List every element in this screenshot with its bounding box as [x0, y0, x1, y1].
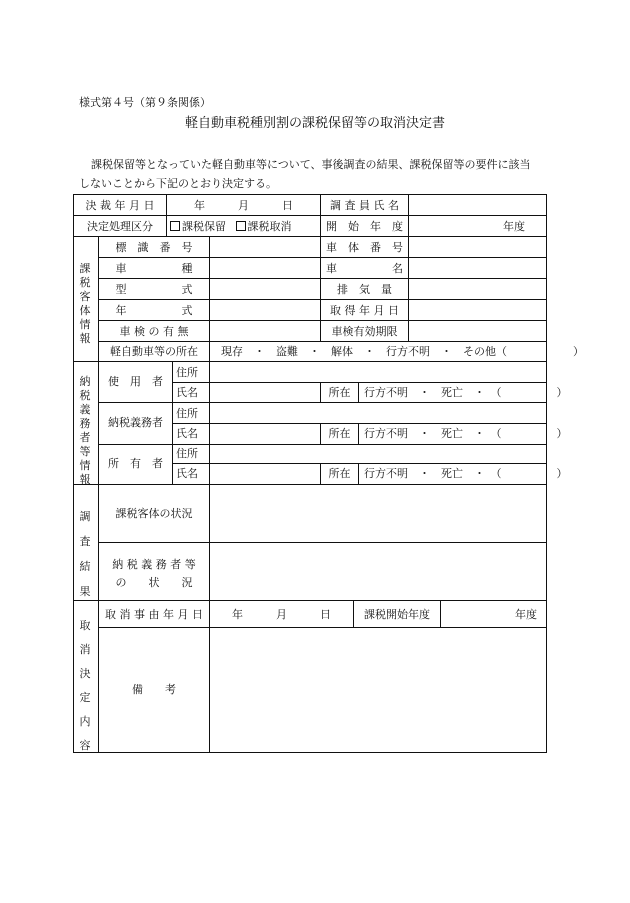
- start-year-suffix: 年度: [503, 220, 525, 233]
- taxpayer-status-label-2: の 状 況: [115, 576, 193, 589]
- user-address-label: 住所: [176, 366, 198, 379]
- owner-address-label: 住所: [176, 447, 198, 460]
- user-whereabouts-label: 所在: [328, 386, 351, 399]
- inspection-label: 車 検 の 有 無: [119, 325, 189, 338]
- opt-hold-label: 課税保留: [182, 220, 226, 233]
- checkbox-hold[interactable]: [170, 221, 180, 231]
- tax-start-label: 課税開始年度: [364, 608, 430, 621]
- location-options[interactable]: 現存 ・ 盗難 ・ 解体 ・ 行方不明 ・ その他（ ）: [221, 345, 584, 358]
- surveyor-field[interactable]: [410, 199, 545, 213]
- taxpayer-status-options[interactable]: 行方不明 ・ 死亡 ・ （ ）: [364, 427, 568, 440]
- persons-section-label: 納税義務者等情報: [79, 375, 91, 486]
- name-label: 車 名: [326, 262, 403, 275]
- reason-date-label: 取 消 事 由 年 月 日: [105, 608, 203, 621]
- checkbox-cancel[interactable]: [236, 221, 246, 231]
- decision-date-field[interactable]: 年 月 日: [194, 199, 293, 212]
- form-number: 様式第４号（第９条関係）: [79, 96, 211, 109]
- vehicle-section-label: 課税客体情報: [79, 262, 91, 345]
- owner-status-options[interactable]: 行方不明 ・ 死亡 ・ （ ）: [364, 467, 568, 480]
- decision-date-label: 決 裁 年 月 日: [85, 199, 155, 212]
- owner-whereabouts-label: 所在: [328, 467, 351, 480]
- inspection-expiry-label: 車検有効期限: [331, 325, 398, 338]
- reason-date-field[interactable]: 年 月 日: [232, 608, 331, 621]
- taxpayer-address-label: 住所: [176, 407, 198, 420]
- taxpayer-label: 納税義務者: [108, 416, 163, 429]
- vehicle-status-label: 課税客体の状況: [115, 507, 193, 520]
- owner-name-label: 氏名: [176, 467, 198, 480]
- model-label: 型 式: [115, 283, 193, 296]
- surveyor-label: 調 査 員 氏 名: [330, 199, 399, 212]
- form-title: 軽自動車税種別割の課税保留等の取消決定書: [184, 116, 445, 131]
- survey-section-label: 調査結果: [79, 510, 91, 598]
- plate-label: 標 識 番 号: [115, 241, 193, 254]
- taxpayer-status-label-1: 納 税 義 務 者 等: [112, 558, 196, 571]
- user-label: 使 用 者: [108, 375, 163, 388]
- location-label: 軽自動車等の所在: [110, 345, 198, 358]
- intro-line-1: 課税保留等となっていた軽自動車等について、事後調査の結果、課税保留等の要件に該当: [91, 158, 531, 171]
- owner-label: 所 有 者: [108, 457, 163, 470]
- process-type-label: 決定処理区分: [87, 220, 153, 233]
- intro-line-2: しないことから下記のとおり決定する。: [79, 177, 277, 190]
- start-year-label: 開 始 年 度: [326, 220, 403, 233]
- taxpayer-whereabouts-label: 所在: [328, 427, 351, 440]
- taxpayer-name-label: 氏名: [176, 427, 198, 440]
- user-status-options[interactable]: 行方不明 ・ 死亡 ・ （ ）: [364, 386, 568, 399]
- opt-cancel-label: 課税取消: [247, 220, 292, 233]
- displacement-label: 排 気 量: [337, 283, 392, 296]
- acquired-label: 取 得 年 月 日: [330, 304, 399, 317]
- user-name-label: 氏名: [176, 386, 198, 399]
- cancel-section-label: 取消決定内容: [79, 619, 91, 752]
- kind-label: 車 種: [115, 262, 193, 275]
- year-model-label: 年 式: [115, 304, 193, 317]
- tax-start-suffix: 年度: [515, 608, 537, 621]
- process-type-options: [170, 220, 292, 233]
- body-no-label: 車 体 番 号: [326, 241, 403, 254]
- notes-label: 備 考: [132, 683, 176, 696]
